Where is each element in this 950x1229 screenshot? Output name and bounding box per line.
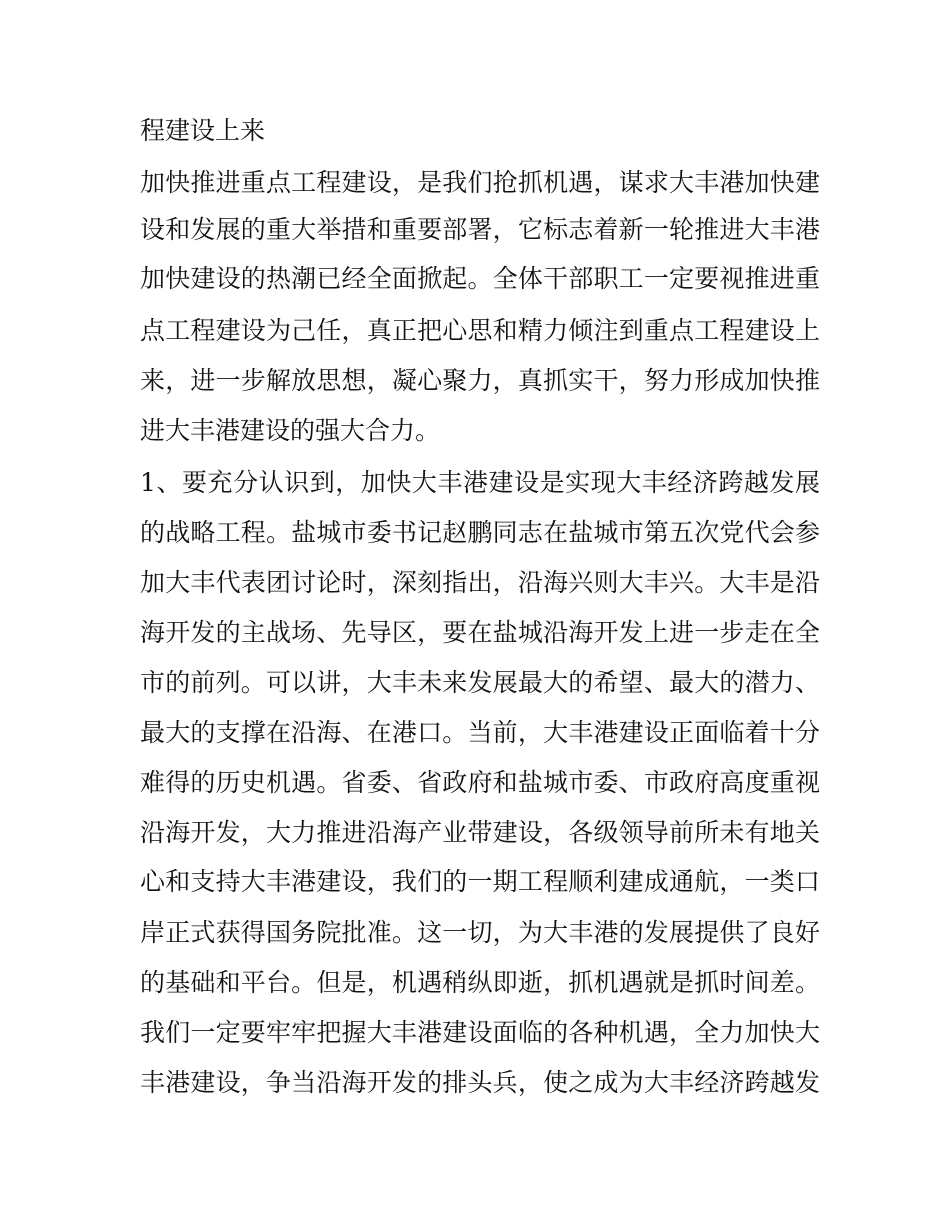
text-line: 进大丰港建设的强大合力。: [140, 416, 441, 445]
text-line: 海开发的主战场、先导区，要在盐城沿海开发上进一步走在全: [140, 618, 820, 647]
text-line: 最大的支撑在沿海、在港口。当前，大丰港建设正面临着十分: [140, 718, 820, 747]
text-line: 程建设上来: [140, 116, 266, 145]
text-line: 丰港建设，争当沿海开发的排头兵，使之成为大丰经济跨越发: [140, 1068, 820, 1097]
text-line: 沿海开发，大力推进沿海产业带建设，各级领导前所未有地关: [140, 818, 820, 847]
text-line: 的基础和平台。但是，机遇稍纵即逝，抓机遇就是抓时间差。: [140, 968, 820, 997]
text-line: 加快推进重点工程建设，是我们抢抓机遇，谋求大丰港加快建: [140, 168, 820, 197]
text-line: 设和发展的重大举措和重要部署，它标志着新一轮推进大丰港: [140, 215, 820, 244]
text-line: 市的前列。可以讲，大丰未来发展最大的希望、最大的潜力、: [140, 668, 820, 697]
text-line: 岸正式获得国务院批准。这一切，为大丰港的发展提供了良好: [140, 918, 820, 947]
text-line: 难得的历史机遇。省委、省政府和盐城市委、市政府高度重视: [140, 768, 820, 797]
text-line: 我们一定要牢牢把握大丰港建设面临的各种机遇，全力加快大: [140, 1018, 820, 1047]
text-line: 点工程建设为己任，真正把心思和精力倾注到重点工程建设上: [140, 316, 820, 345]
text-line: 心和支持大丰港建设，我们的一期工程顺利建成通航，一类口: [140, 867, 820, 896]
text-line: 来，进一步解放思想，凝心聚力，真抓实干，努力形成加快推: [140, 366, 820, 395]
text-line: 1、要充分认识到，加快大丰港建设是实现大丰经济跨越发展: [140, 468, 820, 497]
text-line: 加快建设的热潮已经全面掀起。全体干部职工一定要视推进重: [140, 264, 820, 293]
text-line: 的战略工程。盐城市委书记赵鹏同志在盐城市第五次党代会参: [140, 518, 820, 547]
text-line: 加大丰代表团讨论时，深刻指出，沿海兴则大丰兴。大丰是沿: [140, 568, 820, 597]
